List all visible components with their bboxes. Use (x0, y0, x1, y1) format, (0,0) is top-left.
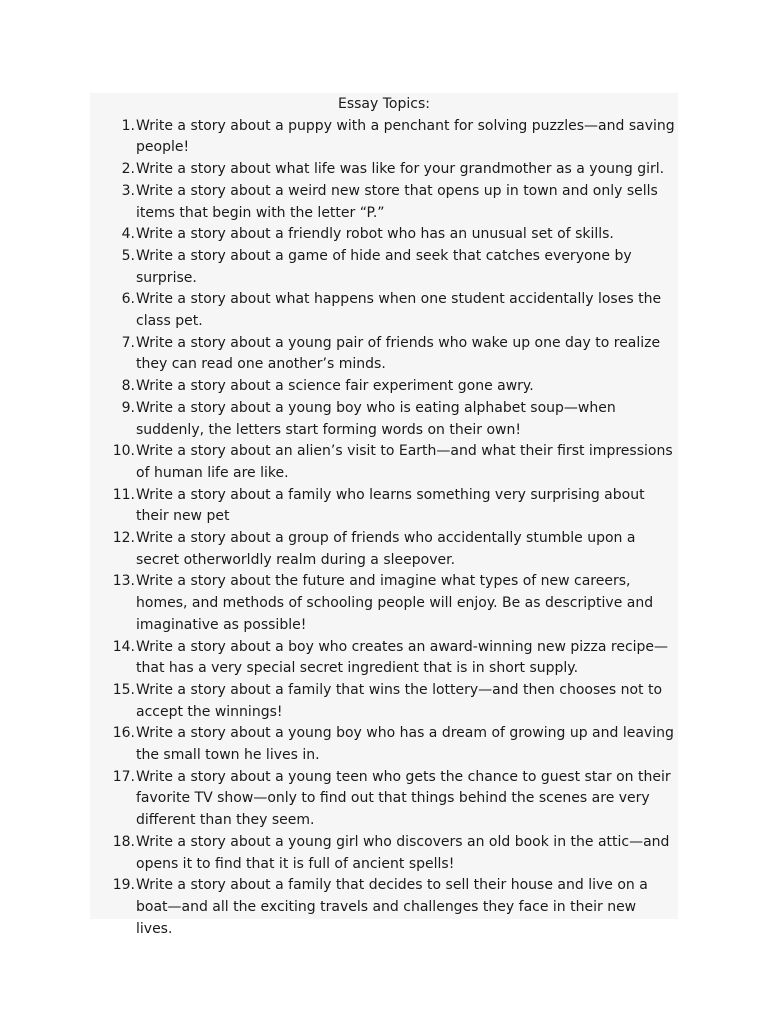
list-item (90, 398, 678, 441)
item-text: Write a story about a friendly robot who has an unusual set of skills. (136, 226, 614, 243)
item-text: Write a story about a boy who creates an award-winning new pizza recipe—that has a very special secret ingredient that is in short supply. (136, 638, 669, 677)
item-number: 13. (112, 573, 135, 590)
item-number: 9. (121, 399, 135, 416)
list-item (90, 723, 678, 766)
item-text: Write a story about a family that wins the lottery—and then chooses not to accept the winnings! (136, 681, 663, 720)
list-item (90, 376, 678, 398)
item-text: Write a story about a young pair of friends who wake up one day to realize they can read one another’s minds. (136, 334, 661, 373)
list-item (90, 875, 678, 940)
item-number: 10. (112, 443, 135, 460)
list-item (90, 767, 678, 832)
item-number: 19. (112, 877, 135, 894)
item-text: Write a story about a family that decides to sell their house and live on a boat—and all the exciting travels and challenges they face in their new lives. (136, 877, 648, 937)
item-text: Write a story about the future and imagine what types of new careers, homes, and methods of schooling people will enjoy. Be as descriptive and imaginative as possible! (136, 573, 654, 633)
item-text: Write a story about a weird new store that opens up in town and only sells items that begin with the letter “P.” (136, 182, 658, 221)
item-number: 17. (112, 768, 135, 785)
list-item (90, 181, 678, 224)
item-number: 7. (121, 334, 135, 351)
item-text: Write a story about a young boy who is eating alphabet soup—when suddenly, the letters start forming words on their own! (136, 399, 616, 438)
item-number: 11. (112, 486, 135, 503)
item-number: 2. (121, 161, 135, 178)
list-item (90, 832, 678, 875)
item-text: Write a story about what happens when one student accidentally loses the class pet. (136, 291, 662, 330)
item-text: Write a story about a young boy who has a dream of growing up and leaving the small town he lives in. (136, 725, 674, 764)
item-text: Write a story about a family who learns something very surprising about their new pet (136, 486, 645, 525)
document-title: Essay Topics: (338, 96, 430, 112)
list-item (90, 116, 678, 159)
list-item (90, 289, 678, 332)
item-number: 14. (112, 638, 135, 655)
list-item (90, 224, 678, 246)
item-text: Write a story about a young teen who gets the chance to guest star on their favorite TV show—only to find out that things behind the scenes are very different than they seem. (136, 768, 671, 829)
item-text: Write a story about a group of friends who accidentally stumble upon a secret otherworldly realm during a sleepover. (136, 530, 636, 568)
item-number: 12. (112, 530, 135, 547)
item-number: 8. (121, 378, 135, 395)
list-item (90, 246, 678, 289)
list-item (90, 571, 678, 636)
item-text: Write a story about what life was like for your grandmother as a young girl. (136, 161, 665, 178)
item-number: 16. (112, 725, 135, 742)
list-item (90, 485, 678, 528)
item-text: Write a story about an alien’s visit to Earth—and what their first impressions of human life are like. (136, 443, 673, 481)
item-number: 1. (121, 117, 135, 134)
item-number: 18. (112, 833, 135, 850)
list-item (90, 637, 678, 680)
item-text: Write a story about a puppy with a penchant for solving puzzles—and saving people! (136, 117, 675, 156)
list-item (90, 528, 678, 571)
item-text: Write a story about a science fair experiment gone awry. (136, 378, 534, 395)
list-item (90, 159, 678, 181)
list-item (90, 680, 678, 723)
essay-topics-list (90, 116, 678, 941)
list-item (90, 333, 678, 376)
item-text: Write a story about a game of hide and seek that catches everyone by surprise. (136, 247, 632, 286)
item-text: Write a story about a young girl who discovers an old book in the attic—and opens it to find that it is full of ancient spells! (136, 833, 670, 872)
item-number: 5. (121, 247, 135, 264)
document-content (90, 93, 678, 937)
item-number: 3. (121, 182, 135, 199)
list-item (90, 441, 678, 484)
item-number: 6. (121, 291, 135, 308)
item-number: 15. (112, 681, 135, 698)
item-number: 4. (121, 226, 135, 243)
